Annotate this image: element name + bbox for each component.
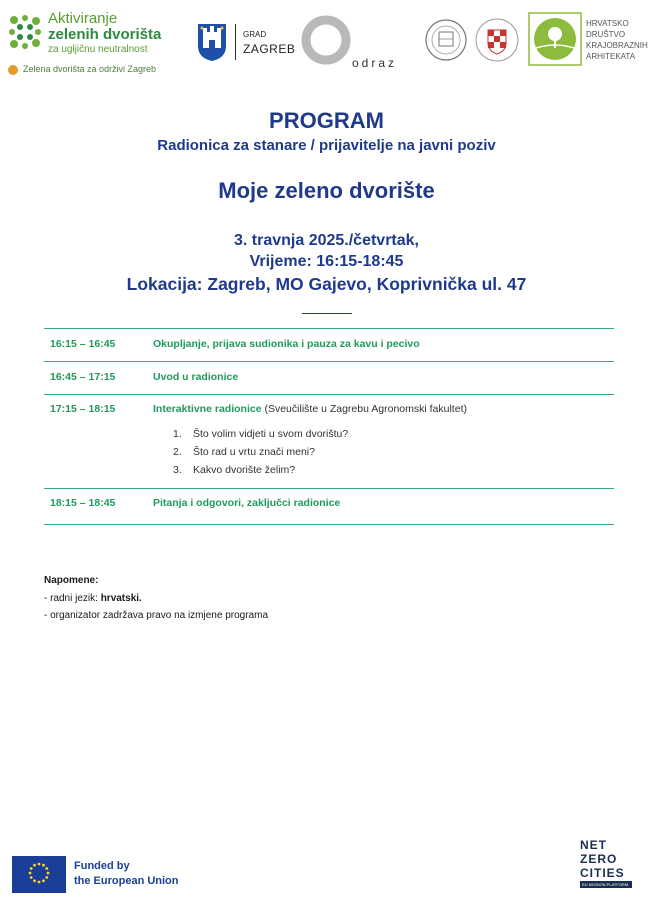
project-logo <box>8 8 188 76</box>
faculty-seal-icon <box>474 17 520 63</box>
event-date: 3. travnja 2025./četvrtak, <box>233 232 419 249</box>
schedule-time: 17:15 – 18:15 <box>50 403 116 415</box>
schedule-title-text: Interaktivne radionice <box>153 403 262 415</box>
city-of-zagreb-logo <box>197 22 302 64</box>
nzc-line: NET <box>580 838 607 852</box>
list-item: 1. Što volim vidjeti u svom dvorištu? <box>173 428 349 440</box>
association-name <box>586 18 648 62</box>
event-location <box>0 274 653 295</box>
nzc-tag: EU MISSION PLATFORM <box>580 881 632 888</box>
association-line: KRAJOBRAZNIH <box>586 41 648 50</box>
schedule-time: 18:15 – 18:45 <box>50 497 116 509</box>
odraz-logo <box>300 12 415 74</box>
schedule-title: Pitanja i odgovori, zaključci radionice <box>153 497 341 509</box>
notes-language-value: hrvatski. <box>100 593 142 604</box>
list-item: 3. Kakvo dvorište želim? <box>173 464 296 476</box>
eu-line-1: Funded by <box>74 860 130 872</box>
university-logos <box>424 16 522 64</box>
association-line: ARHITEKATA <box>586 52 636 61</box>
landscape-architects-logo <box>528 12 653 70</box>
tree-emblem-icon <box>528 12 582 66</box>
schedule-time: 16:15 – 16:45 <box>50 338 116 350</box>
schedule-note: (Sveučilište u Zagrebu Agronomski fakultet) <box>264 403 467 415</box>
eu-funding-text <box>74 859 179 889</box>
list-item-text: Što volim vidjeti u svom dvorištu? <box>193 428 349 440</box>
schedule-rule <box>44 361 614 362</box>
list-item-text: Kakvo dvorište želim? <box>193 464 296 476</box>
logo-tagline <box>8 64 156 75</box>
divider <box>235 24 236 60</box>
logo-line-1: Aktiviranje <box>48 10 118 27</box>
logo-line-2: zelenih dvorišta <box>48 26 162 43</box>
city-label: ZAGREB <box>243 42 296 56</box>
notes-heading: Napomene: <box>44 575 99 586</box>
zagreb-crest-icon <box>197 22 227 62</box>
schedule-rule <box>44 328 614 329</box>
nzc-line: ZERO <box>580 852 618 866</box>
title-divider <box>302 313 352 314</box>
chevron-right-icon <box>8 65 18 75</box>
university-seal-icon <box>424 18 468 62</box>
schedule-time: 16:45 – 17:15 <box>50 371 116 383</box>
net-zero-cities-logo <box>580 838 632 898</box>
odraz-label: odraz <box>352 56 398 70</box>
location-value: Zagreb, MO Gajevo, Koprivnička ul. 47 <box>207 274 527 294</box>
schedule-title: Uvod u radionice <box>153 371 239 383</box>
association-line: HRVATSKO <box>586 19 629 28</box>
logo-tagline-text: Zelena dvorišta za održivi Zagreb <box>23 64 157 74</box>
program-heading: PROGRAM <box>269 108 384 133</box>
location-label: Lokacija: <box>126 274 203 294</box>
workshop-title: Moje zeleno dvorište <box>218 178 435 203</box>
association-line: DRUŠTVO <box>586 30 626 39</box>
notes-language <box>44 593 142 604</box>
program-subheading: Radionica za stanare / prijavitelje na javni poziv <box>157 137 496 154</box>
eu-funding-badge <box>12 856 212 894</box>
eu-line-2: the European Union <box>74 875 179 887</box>
leaf-grid-icon <box>8 14 42 50</box>
schedule-rule <box>44 394 614 395</box>
logo-line-3: za ugljičnu neutralnost <box>48 44 148 55</box>
notes-language-prefix: - radni jezik: <box>44 593 101 604</box>
event-time: Vrijeme: 16:15-18:45 <box>249 253 404 270</box>
schedule-rule <box>44 488 614 489</box>
list-item-text: Što rad u vrtu znači meni? <box>193 446 315 458</box>
schedule-title: Okupljanje, prijava sudionika i pauza za kavu i pecivo <box>153 338 420 350</box>
schedule-rule <box>44 524 614 525</box>
city-label-small: GRAD <box>243 30 267 39</box>
notes-disclaimer: - organizator zadržava pravo na izmjene programa <box>44 610 268 621</box>
nzc-line: CITIES <box>580 866 625 880</box>
schedule-title <box>153 403 467 415</box>
odraz-ring-icon <box>300 12 360 74</box>
list-item: 2. Što rad u vrtu znači meni? <box>173 446 315 458</box>
eu-flag-icon <box>12 856 66 893</box>
